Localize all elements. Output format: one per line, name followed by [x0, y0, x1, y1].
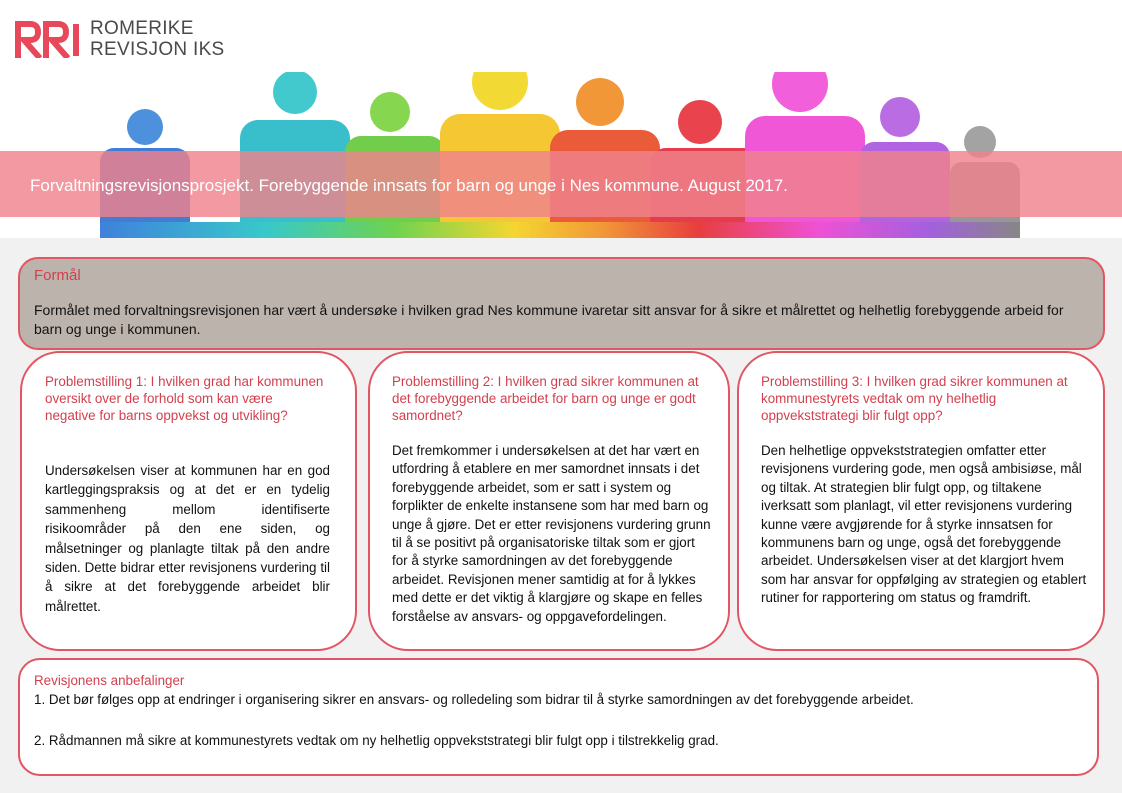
logo-text: [90, 18, 225, 60]
problem-box-1: [20, 351, 357, 651]
recommendations-box: [18, 658, 1099, 776]
recommendation-2: 2. Rådmannen må sikre at kommunestyrets vedtak om ny helhetlig oppvekststrategi blir fulgt opp i tilstrekkelig grad.: [34, 733, 719, 748]
rri-logo-icon: [14, 20, 84, 58]
problem-2-text: Det fremkommer i undersøkelsen at det har vært en utfordring å etablere en mer samordnet innsats i det forebyggende arbeidet, som er satt i system og forplikter de enkelte instansene som har med barn og unge å gjøre. Det er etter revisjonens vurdering grunn til å se positivt på organisatoriske tiltak som er gjort for å styrke samordningen av det forebyggende arbeidet. Revisjonen mener samtidig at for å lykkes med dette er det viktig å klargjøre og skape en felles forståelse av ansvars- og oppgavefordelingen.: [392, 443, 711, 624]
problem-2-heading: Problemstilling 2: I hvilken grad sikrer kommunen at det forebyggende arbeidet for barn og unge er godt samordnet?: [392, 374, 699, 424]
page-title: Forvaltningsrevisjonsprosjekt. Forebyggende innsats for barn og unge i Nes kommune. August 2017.: [30, 176, 788, 195]
recommendations-heading: Revisjonens anbefalinger: [34, 673, 185, 688]
problem-1-text: Undersøkelsen viser at kommunen har en god kartleggingspraksis og at det er en tydelig sammenheng mellom identifiserte risikoområder på den ene siden, og målsetninger og planlagte tiltak på den andre siden. Dette bidrar etter revisjonens vurdering til å sikre at det forebyggende arbeidet blir målrettet.: [45, 463, 330, 614]
recommendation-1: 1. Det bør følges opp at endringer i organisering sikrer en ansvars- og rolledeling som bidrar til å styrke samordningen av det forebyggende arbeidet.: [34, 692, 914, 707]
problem-box-2: [368, 351, 730, 651]
purpose-box: [18, 257, 1105, 350]
logo-line-1: ROMERIKE: [90, 18, 194, 39]
problem-3-text: Den helhetlige oppvekststrategien omfatter etter revisjonens vurdering gode, men også ambisiøse, mål og tiltak. At strategien blir fulgt opp, og tiltakene iverksatt som planlagt, vil etter revisjonens vurdering kunne være avgjørende for å styrke innsatsen for kommunens barn og unge, også det forebyggende arbeidet. Undersøkelsen viser at det klargjort hvem som har ansvar for oppfølging av strategien og etablert rutiner for rapportering om status og framdrift.: [761, 443, 1087, 606]
problem-1-heading: Problemstilling 1: I hvilken grad har kommunen oversikt over de forhold som kan være negative for barns oppvekst og utvikling?: [45, 374, 324, 424]
purpose-text: Formålet med forvaltningsrevisjonen har vært å undersøke i hvilken grad Nes kommune ivaretar sitt ansvar for å sikre et målrettet og helhetlig forebyggende arbeid for barn og unge i kommunen.: [34, 302, 1064, 337]
problem-3-heading: Problemstilling 3: I hvilken grad sikrer kommunen at kommunestyrets vedtak om ny helhetlig oppvekststrategi blir fulgt opp?: [761, 374, 1068, 424]
problem-box-3: [737, 351, 1105, 651]
purpose-heading: Formål: [34, 267, 81, 284]
logo-line-2: REVISJON IKS: [90, 39, 225, 60]
header: [0, 0, 1122, 72]
